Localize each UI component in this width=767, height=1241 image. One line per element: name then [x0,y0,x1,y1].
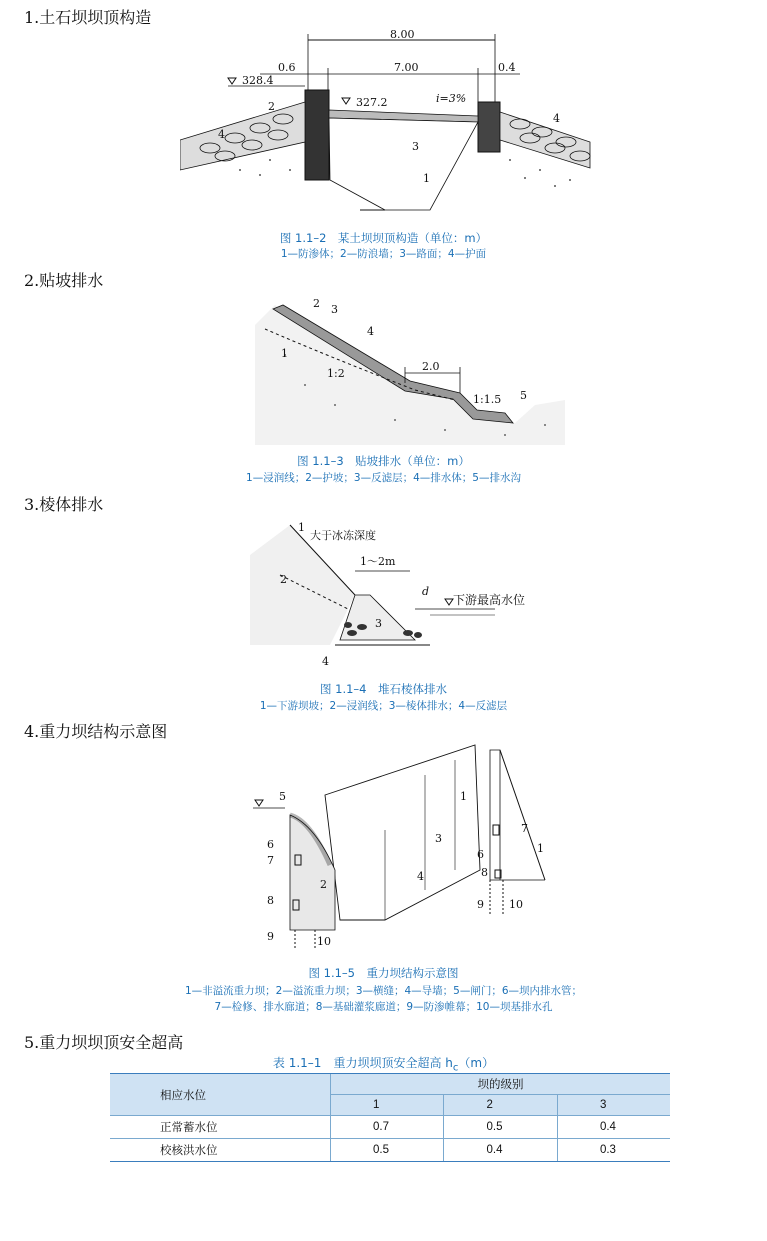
label-8: 8 [267,894,274,907]
label-1: 1 [460,790,467,803]
table-row [110,1116,670,1139]
label-5: 5 [279,790,286,803]
label-1: 1 [281,347,288,360]
label-2: 2 [280,573,287,586]
cell: 0.3 [557,1139,670,1162]
level-header-2: 2 [444,1095,557,1116]
row-name: 校核洪水位 [110,1139,331,1162]
section-heading-4: 4.重力坝结构示意图 [24,722,168,741]
label-2: 2 [268,100,275,113]
section-heading-3: 3.棱体排水 [24,495,104,514]
dim-left: 0.6 [278,61,296,74]
label-9b: 9 [477,898,484,911]
width-label: 1～2m [360,555,396,568]
label-1b: 1 [537,842,544,855]
dim-2m: 2.0 [422,360,440,373]
label-7: 7 [267,854,274,867]
label-3: 3 [435,832,442,845]
table-caption-unit: （m） [458,1056,495,1070]
label-1: 1 [423,172,430,185]
group-header: 坝的级别 [331,1074,671,1095]
level-header-1: 1 [331,1095,444,1116]
label-8b: 8 [481,866,488,879]
elev-2: 327.2 [356,96,388,109]
level-header-3: 3 [557,1095,670,1116]
slope-label: i=3% [436,92,467,105]
cell: 0.5 [444,1116,557,1139]
fig1-caption: 图 1.1–2 某土坝坝顶构造（单位：m） [279,231,488,245]
d-label: d [422,585,430,598]
dim-right: 0.4 [498,61,516,74]
fig4-legend-1: 1—非溢流重力坝；2—溢流重力坝；3—横缝；4—导墙；5—闸门；6—坝内排水管； [184,985,583,997]
row-header: 相应水位 [110,1074,331,1116]
label-10b: 10 [509,898,523,911]
label-2: 2 [320,878,327,891]
gravity-dam-figure [245,740,565,960]
label-5: 5 [520,389,527,402]
dam-crest-figure [180,30,600,230]
table-caption [0,1054,767,1073]
label-2: 2 [313,297,320,310]
prism-drain-figure [240,515,540,675]
fig1-legend: 1—防渗体；2—防浪墙；3—路面；4—护面 [280,248,487,260]
slope-1-2: 1:2 [327,367,345,380]
freeboard-table [110,1073,670,1162]
water-label: 下游最高水位 [453,593,526,607]
label-6b: 6 [477,848,484,861]
fig2-caption: 图 1.1–3 贴坡排水（单位：m） [297,454,470,468]
section-heading-5: 5.重力坝坝顶安全超高 [24,1033,184,1052]
label-9: 9 [267,930,274,943]
dim-total: 8.00 [390,30,415,41]
label-4: 4 [322,655,329,668]
freeze-label: 大于冰冻深度 [310,529,376,542]
table-caption-main: 表 1.1–1 重力坝坝顶安全超高 h [272,1056,453,1070]
label-6: 6 [267,838,274,851]
fig3-legend: 1—下游坝坡；2—浸润线；3—棱体排水；4—反滤层 [259,700,508,712]
cell: 0.7 [331,1116,444,1139]
label-4: 4 [417,870,424,883]
fig2-legend: 1—浸润线；2—护坡；3—反滤层；4—排水体；5—排水沟 [246,472,521,484]
label-4-left: 4 [218,128,225,141]
label-4-right: 4 [553,112,560,125]
slope-1-1.5: 1:1.5 [473,393,502,406]
fig4-legend-2: 7—检修、排水廊道；8—基础灌浆廊道；9—防渗帷幕；10—坝基排水孔 [214,1001,553,1013]
cell: 0.4 [557,1116,670,1139]
row-name: 正常蓄水位 [110,1116,331,1139]
cell: 0.5 [331,1139,444,1162]
label-3: 3 [412,140,419,153]
cell: 0.4 [444,1139,557,1162]
label-3: 3 [375,617,382,630]
table-row [110,1139,670,1162]
label-3: 3 [331,303,338,316]
elev-1: 328.4 [242,74,274,87]
section-heading-2: 2.贴坡排水 [24,271,104,290]
label-1: 1 [298,521,305,534]
table-caption-sub: c [452,1062,459,1074]
fig4-caption: 图 1.1–5 重力坝结构示意图 [308,966,459,980]
label-4: 4 [367,325,374,338]
fig3-caption: 图 1.1–4 堆石棱体排水 [319,682,447,696]
section-heading-1: 1.土石坝坝顶构造 [24,8,152,27]
label-7b: 7 [521,822,528,835]
dim-mid: 7.00 [394,61,419,74]
slope-drain-figure [245,295,565,445]
label-10: 10 [317,935,331,948]
